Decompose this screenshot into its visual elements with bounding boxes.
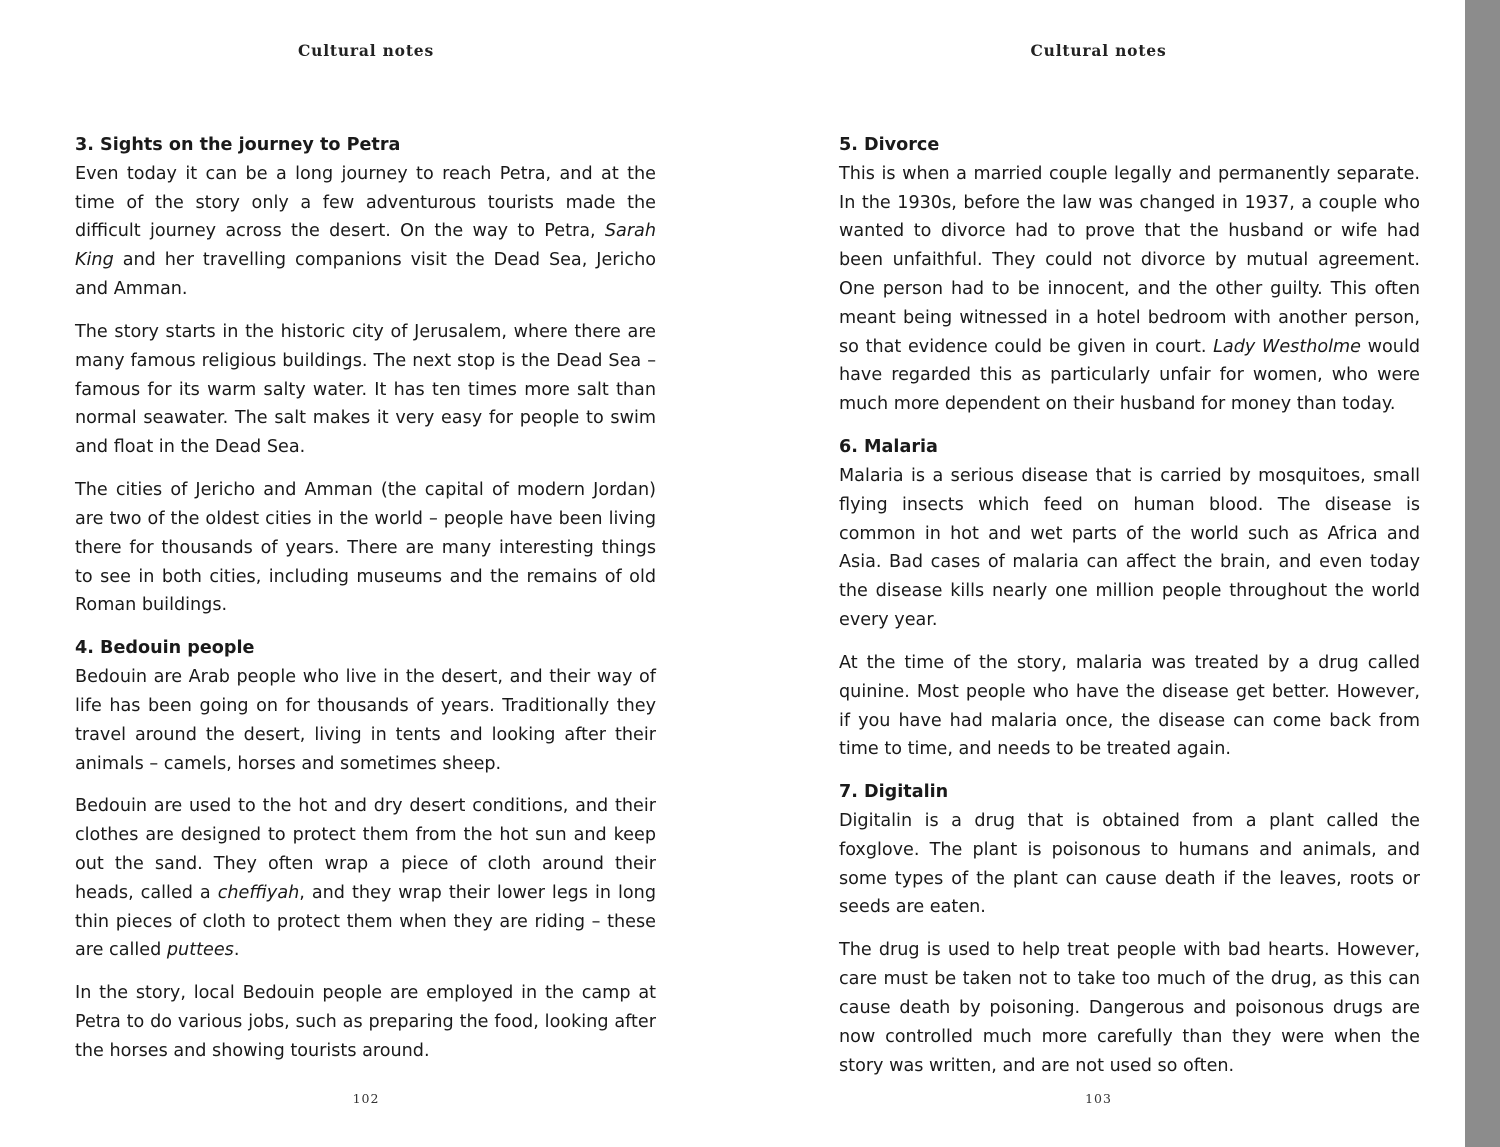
section-heading: 3. Sights on the journey to Petra <box>75 135 401 155</box>
right-page <box>732 0 1465 1147</box>
text-run: , and they wrap their lower legs in long thin pieces of cloth to protect them when they are riding – these are called <box>75 882 656 961</box>
paragraph <box>839 160 1420 419</box>
running-head: Cultural notes <box>298 41 434 60</box>
page-body <box>839 131 1420 1095</box>
text-run: Bedouin are Arab people who live in the desert, and their way of life has been going on for thousands of years. Traditionally they travel around the desert, living in tents and looking after their animals – camels, horses and sometimes sheep. <box>75 667 656 774</box>
page-number: 103 <box>1085 1091 1112 1106</box>
section-heading: 7. Digitalin <box>839 782 949 803</box>
paragraph <box>839 649 1420 764</box>
italic-term: cheffiyah <box>217 882 300 903</box>
text-run: would have regarded this as particularly unfair for women, who were much more dependent on their husband for money than today. <box>839 336 1420 415</box>
page-number: 102 <box>352 1091 380 1106</box>
text-run: The cities of Jericho and Amman (the capital of modern Jordan) are two of the oldest cities in the world – people have been living there for thousands of years. There are many interesting things to see in both cities, including museums and the remains of old Roman buildings. <box>75 480 656 616</box>
left-page <box>0 0 732 1147</box>
italic-term: puttees <box>166 940 234 961</box>
paragraph <box>75 792 656 965</box>
paragraph <box>75 160 656 304</box>
text-run: The drug is used to help treat people with bad hearts. However, care must be taken not to take too much of the drug, as this can cause death by poisoning. Dangerous and poisonous drugs are now controlled much more carefully than they were when the story was written, and are not used so often. <box>839 940 1420 1076</box>
text-run: In the story, local Bedouin people are employed in the camp at Petra to do various jobs, such as preparing the food, looking after the horses and showing tourists around. <box>75 983 656 1062</box>
paragraph <box>75 979 656 1065</box>
paragraph <box>839 936 1420 1080</box>
section-heading: 6. Malaria <box>839 437 938 458</box>
paragraph <box>75 318 656 462</box>
text-run: Bedouin are used to the hot and dry desert conditions, and their clothes are designed to protect them from the hot sun and keep out the sand. They often wrap a piece of cloth around their heads, called a <box>75 796 656 903</box>
text-run: Even today it can be a long journey to reach Petra, and at the time of the story only a few adventurous tourists made the difficult journey across the desert. On the way to Petra, <box>75 163 656 242</box>
paragraph <box>839 807 1420 922</box>
paragraph <box>839 462 1420 635</box>
paragraph <box>75 663 656 778</box>
text-run: . <box>233 940 240 961</box>
text-run: The story starts in the historic city of Jerusalem, where there are many famous religious buildings. The next stop is the Dead Sea – famous for its warm salty water. It has ten times more salt than normal seawater. The salt makes it very easy for people to swim and float in the Dead Sea. <box>75 321 656 458</box>
running-head: Cultural notes <box>1030 41 1167 60</box>
text-run: At the time of the story, malaria was treated by a drug called quinine. Most people who have the disease get better. However, if you have had malaria once, the disease can come back from time to time, and needs to be treated again. <box>839 652 1420 760</box>
text-run: This is when a married couple legally and permanently separate. In the 1930s, before the law was changed in 1937, a couple who wanted to divorce had to prove that the husband or wife had been unfaithful. They could not divorce by mutual agreement. One person had to be innocent, and the other guilty. This often meant being witnessed in a hotel bedroom with another person, so that evidence could be given in court. <box>839 163 1420 357</box>
italic-term: Sarah King <box>75 221 656 271</box>
section-heading: 4. Bedouin people <box>75 638 255 659</box>
text-run: Digitalin is a drug that is obtained from a plant called the foxglove. The plant is poisonous to humans and animals, and some types of the plant can cause death if the leaves, roots or seeds are eaten. <box>839 811 1420 918</box>
page-edge-bar <box>1465 0 1500 1147</box>
page-body <box>75 131 656 1080</box>
text-run: and her travelling companions visit the Dead Sea, Jericho and Amman. <box>75 250 656 299</box>
section-heading: 5. Divorce <box>839 135 940 155</box>
italic-term: Lady Westholme <box>1213 336 1361 357</box>
text-run: Malaria is a serious disease that is carried by mosquitoes, small flying insects which feed on human blood. The disease is common in hot and wet parts of the world such as Africa and Asia. Bad cases of malaria can affect the brain, and even today the disease kills nearly one million people throughout the world every year. <box>839 465 1420 630</box>
paragraph <box>75 476 656 620</box>
